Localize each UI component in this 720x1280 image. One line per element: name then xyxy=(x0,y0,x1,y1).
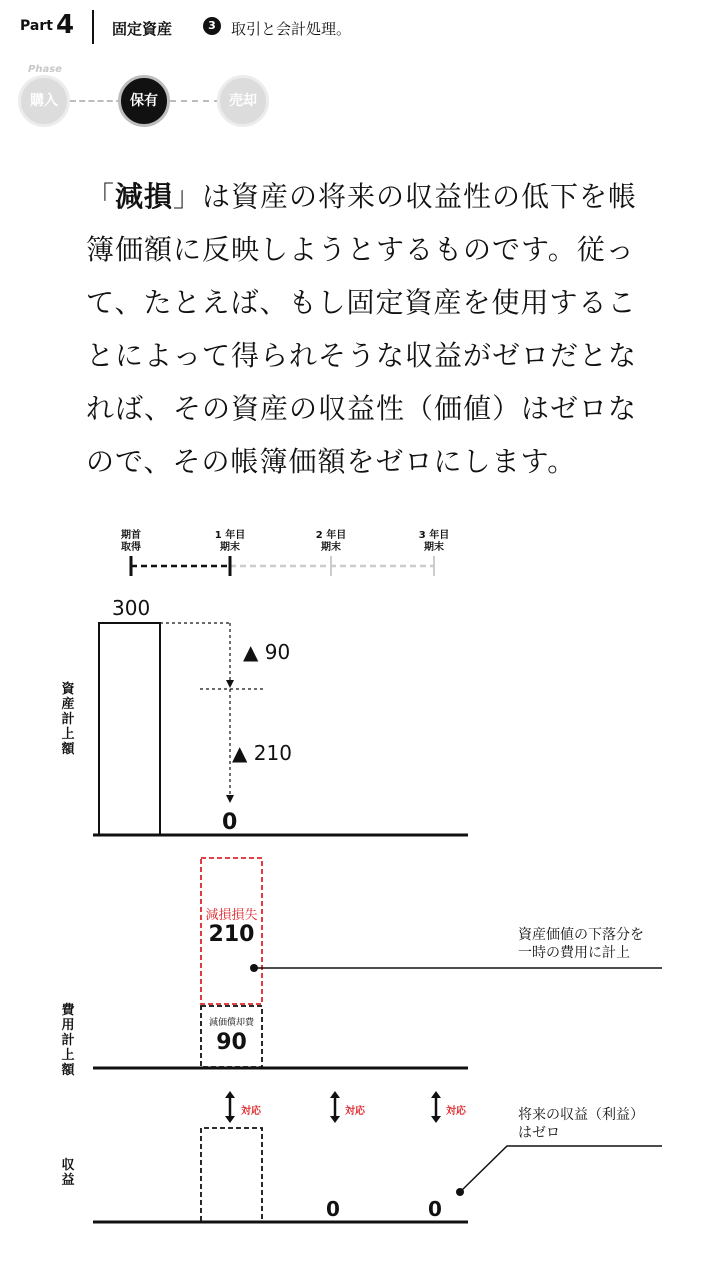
depreciation-expense-label: 減価償却費 xyxy=(208,1018,254,1028)
timeline-label-year1: 1 年目 期末 xyxy=(214,530,246,553)
phase-caption: Phase xyxy=(28,64,62,75)
body-text: は資産の将来の収益性の低下を帳簿価額に反映しようとするものです。従って、たとえば、もし固定資産を使用することによって得られそうな収益がゼロだとなれば、その資産の収益性（価値）はゼロなので、その帳簿価額をゼロにします。 xyxy=(86,180,638,478)
impairment-loss-value: 210 xyxy=(208,922,255,947)
expense-axis-label: 費用計上額 xyxy=(61,1003,75,1078)
part-label: Part xyxy=(20,18,53,34)
asset-bar xyxy=(99,623,160,835)
impairment-note: 資産価値の下落分を 一時の費用に計上 xyxy=(518,927,644,961)
section-title: 固定資産 xyxy=(112,20,173,38)
revenue-axis-label: 収益 xyxy=(61,1158,75,1188)
depreciation-decrease: ▲ 90 xyxy=(243,640,291,664)
impairment-loss-label: 減損損失 xyxy=(205,908,258,923)
timeline-label-year3: 3 年目 期末 xyxy=(418,530,450,553)
quote-open: 「 xyxy=(86,180,116,213)
asset-final-value: 0 xyxy=(222,810,238,835)
step-number-badge: 3 xyxy=(203,17,221,35)
depreciation-expense-value: 90 xyxy=(216,1030,247,1055)
revenue-year3-value: 0 xyxy=(428,1197,442,1221)
quote-close: 」 xyxy=(173,180,203,213)
asset-axis-label: 資産計上額 xyxy=(61,682,75,757)
arrow-head xyxy=(226,680,234,688)
impairment-decrease: ▲ 210 xyxy=(232,741,292,765)
revenue-note: 将来の収益（利益） はゼロ xyxy=(518,1107,644,1141)
arrow-head xyxy=(226,795,234,803)
part-number: 4 xyxy=(56,10,75,40)
phase-holding: 保有 xyxy=(118,75,170,127)
asset-initial-value: 300 xyxy=(112,596,151,620)
match-label: 対応 xyxy=(345,1106,365,1117)
key-term: 減損 xyxy=(115,180,174,213)
match-label: 対応 xyxy=(241,1106,261,1117)
note-leader-line xyxy=(460,1146,662,1192)
timeline-label-year2: 2 年目 期末 xyxy=(315,530,347,553)
match-label: 対応 xyxy=(446,1106,466,1117)
phase-sale: 売却 xyxy=(217,75,269,127)
timeline-label-start: 期首 取得 xyxy=(121,530,141,553)
revenue-box xyxy=(201,1128,262,1221)
revenue-year2-value: 0 xyxy=(326,1197,340,1221)
topic-title: 取引と会計処理。 xyxy=(231,20,352,38)
phase-purchase: 購入 xyxy=(18,75,70,127)
